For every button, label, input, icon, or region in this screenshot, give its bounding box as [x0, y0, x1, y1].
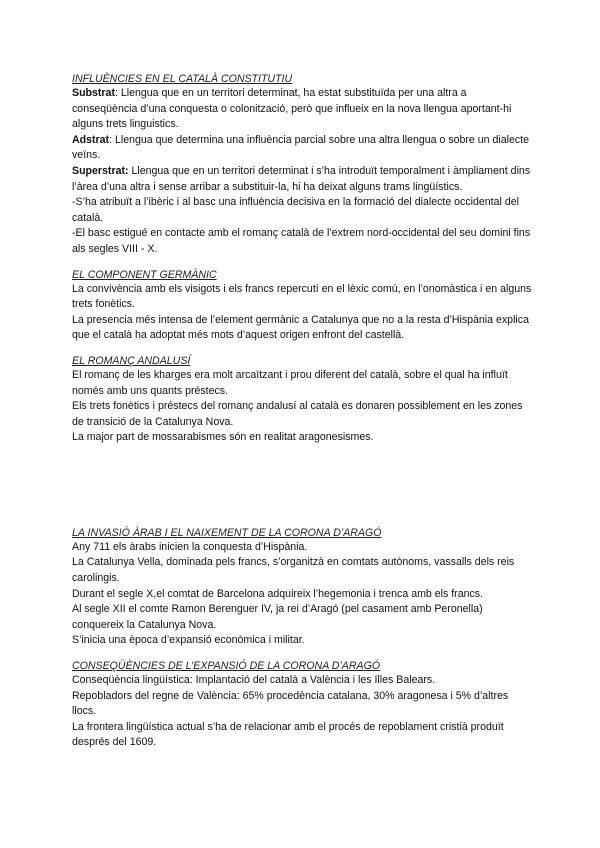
section-invasio-arab	[72, 526, 532, 649]
term-label: Superstrat:	[72, 164, 129, 177]
term-label: Substrat	[72, 87, 115, 99]
document-page	[72, 72, 532, 751]
paragraph: Repobladors del regne de València: 65% procedència catalana, 30% aragonesa i 5% d’altres llocs.	[72, 689, 509, 718]
section-heading: EL ROMANÇ ANDALUSÍ	[72, 354, 191, 367]
paragraph: Els trets fonètics i préstecs del romanç andalusí al català es donaren possiblement en les zones de transició de la Catalunya Nova.	[72, 400, 523, 428]
section-consequencies	[72, 659, 532, 751]
term-definition: : Llengua que en un territori determinat, ha estat substituïda per una altra a conseqüència d’una conquesta o colonització, però que influeix en la nova llengua aportant-hi alguns trets linguistics.	[72, 87, 512, 131]
term-definition: Llengua que en un territori determinat i s’ha introduït temporalment i àmpliament dins l’àrea d’una altra i sense arribar a substituir-la, hi ha deixat alguns trams lingüístics.	[72, 164, 531, 193]
section-heading: EL COMPONENT GERMÀNIC	[72, 268, 217, 281]
section-heading: CONSEQÜÈNCIES DE L’EXPANSIÓ DE LA CORONA D’ARAGÓ	[72, 660, 381, 673]
paragraph: Durant el segle X,el comtat de Barcelona adquireix l’hegemonia i trenca amb els francs.	[72, 587, 484, 600]
paragraph: Conseqüència lingüística: Implantació del català a València i les Illes Balears.	[72, 674, 436, 687]
paragraph: -El basc estigué en contacte amb el romanç català de l’extrem nord-occidental del seu domini fins als segles VIII - X.	[72, 227, 531, 255]
paragraph: -S’ha atribuït a l’ibèric i al basc una influència decisiva en la formació del dialecte occidental del català.	[72, 196, 519, 224]
paragraph: La frontera lingüística actual s’ha de relacionar amb el procés de repoblament cristià produït després del 1609.	[72, 720, 504, 749]
paragraph: La Catalunya Vella, dominada pels francs, s’organitzà en comtats autònoms, vassalls dels reis carolingis.	[72, 556, 515, 585]
term-label: Adstrat	[72, 133, 110, 146]
paragraph: S’inicia una època d’expansió econòmica i militar.	[72, 634, 305, 647]
section-heading: INFLUÈNCIES EN EL CATALÀ CONSTITUTIU	[72, 73, 293, 85]
paragraph: El romanç de les kharges era molt arcaïtzant i prou diferent del català, sobre el qual ha influït només amb uns quants préstecs.	[72, 368, 508, 397]
section-romanc-andalusi	[72, 354, 532, 446]
paragraph: La convivència amb els visigots i els francs repercutí en el lèxic comú, en l’onomàstica i en alguns trets fonètics.	[72, 282, 532, 311]
definition-adstrat	[72, 133, 532, 164]
section-influencies	[72, 72, 532, 258]
paragraph: La presencia més intensa de l’element germànic a Catalunya que no a la resta d’Hispània explica que el català ha adoptat més mots d’aquest origen enfront del castellà.	[72, 313, 529, 342]
paragraph: La major part de mossarabismes són en realitat aragonesismes.	[72, 431, 374, 444]
section-component-germanic	[72, 268, 532, 344]
section-heading: LA INVASIÓ ÀRAB I EL NAIXEMENT DE LA CORONA D’ARAGÓ	[72, 526, 382, 539]
paragraph: Any 711 els àrabs inicien la conquesta d’Hispània.	[72, 540, 308, 553]
term-definition: : Llengua que determina una influència parcial sobre una altra llengua o sobre un dialecte veïns.	[72, 133, 530, 162]
definition-substrat	[72, 86, 532, 133]
definition-superstrat	[72, 164, 532, 195]
paragraph: Al segle XII el comte Ramon Berenguer IV, ja rei d’Aragó (pel casament amb Peronella) conquereix la Catalunya Nova.	[72, 603, 483, 631]
